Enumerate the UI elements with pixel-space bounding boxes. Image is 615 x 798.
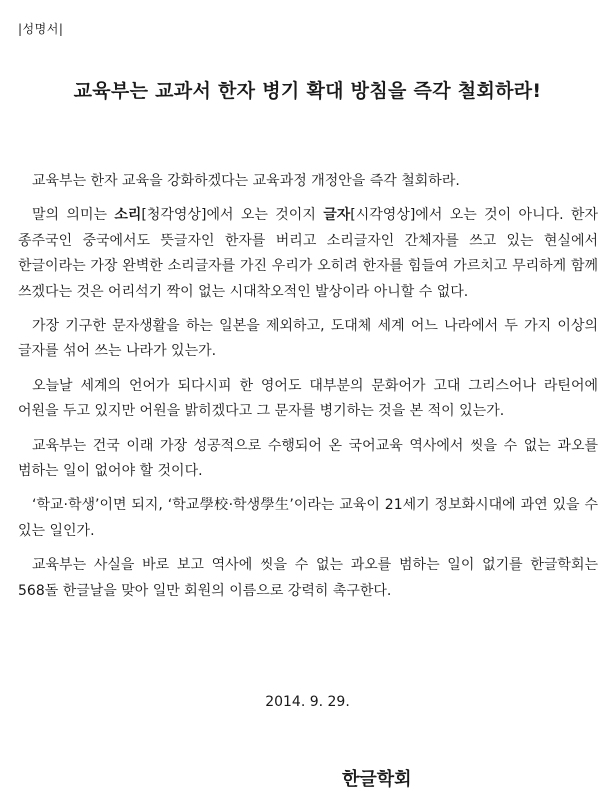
paragraph (18, 493, 598, 544)
paragraph-text: 오늘날 세계의 언어가 되다시피 한 영어도 대부분의 문화어가 고대 그리스어나 라틴어에 어원을 두고 있지만 어원을 밝히겠다고 그 문자를 병기하는 것을 본 적이 있는가. (18, 377, 598, 420)
paragraph (18, 169, 598, 194)
paragraph-text: ‘학교·학생’이면 되지, ‘학교學校·학생學生’이라는 교육이 21세기 정보화시대에 과연 있을 수 있는 일인가. (18, 497, 598, 539)
paragraph (18, 434, 598, 485)
document-date: 2014. 9. 29. (265, 694, 350, 710)
emphasis-text: 글자 (323, 207, 351, 224)
document-title: 교육부는 교과서 한자 병기 확대 방침을 즉각 철회하라! (73, 80, 542, 102)
statement-body (18, 169, 598, 604)
paragraph-text: [청각영상]에서 오는 것이지 (141, 207, 324, 224)
paragraph (18, 314, 598, 365)
paragraph-text: [시각영상]에서 오는 것이 아니다. 한자 종주국인 중국에서도 뜻글자인 한자를 버리고 소리글자인 간체자를 쓰고 있는 현실에서 한글이라는 가장 완벽한 소리글자를 가진 우리가 오히려 한자를 힘들여 가르치고 무리하게 함께 쓰겠다는 것은 어리석기 짝이 없는 시대착오적인 발상이라 아니할 수 없다. (18, 207, 598, 300)
paragraph (18, 374, 598, 425)
emphasis-text: 소리 (114, 207, 142, 224)
paragraph (18, 203, 598, 305)
paragraph-text: 교육부는 한자 교육을 강화하겠다는 교육과정 개정안을 즉각 철회하라. (32, 173, 460, 189)
signature: 한글학회 (342, 769, 412, 790)
paragraph-text: 교육부는 사실을 바로 보고 역사에 씻을 수 없는 과오를 범하는 일이 없기를 한글학회는 568돌 한글날을 맞아 일만 회원의 이름으로 강력히 촉구한다. (18, 557, 598, 599)
paragraph-text: 교육부는 건국 이래 가장 성공적으로 수행되어 온 국어교육 역사에서 씻을 수 없는 과오를 범하는 일이 없어야 할 것이다. (18, 437, 598, 480)
paragraph-text: 가장 기구한 문자생활을 하는 일본을 제외하고, 도대체 세계 어느 나라에서 두 가지 이상의 글자를 섞어 쓰는 나라가 있는가. (18, 318, 598, 360)
document-type-label: |성명서| (18, 22, 64, 36)
paragraph (18, 553, 598, 604)
paragraph-text: 말의 의미는 (32, 207, 115, 224)
